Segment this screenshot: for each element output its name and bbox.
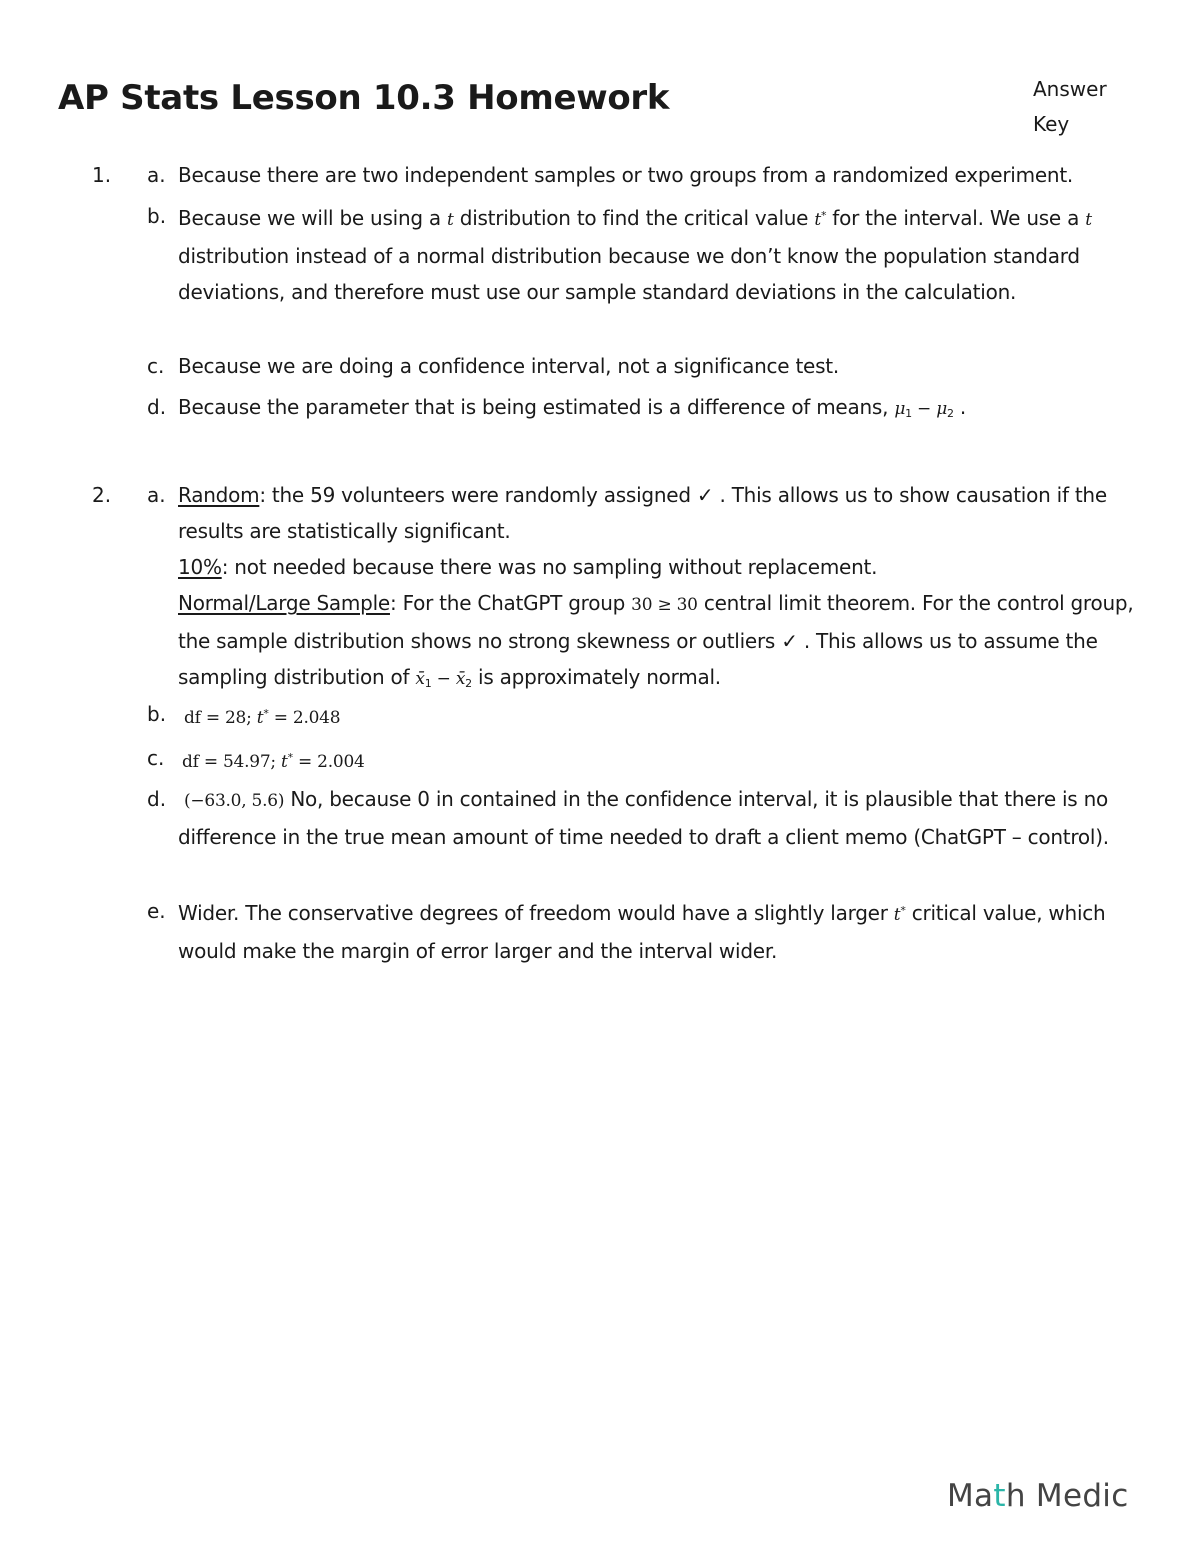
part-text: Because we are doing a confidence interval, not a significance test. bbox=[178, 354, 839, 378]
logo-cross-t: t bbox=[993, 1478, 1006, 1514]
ten-percent-condition: 10%: not needed because there was no sampling without replacement. bbox=[178, 555, 878, 579]
part-text: df = 28; t* = 2.048 bbox=[184, 707, 341, 728]
page-title: AP Stats Lesson 10.3 Homework bbox=[58, 78, 670, 118]
part-text: Because we will be using a t distribution to find the critical value t* for the interval. We use a t distribution instead of a normal distribution because we don’t know the population standard deviations, and therefore must use our sample standard deviations in the calculation. bbox=[178, 206, 1092, 304]
part-text: Because the parameter that is being estimated is a difference of means, $\mu_1 - \mu_2$ . bbox=[178, 395, 966, 420]
part-label: b. bbox=[147, 702, 167, 726]
part-text: df = 54.97; t* = 2.004 bbox=[182, 751, 365, 772]
part-label: b. bbox=[147, 204, 167, 228]
normal-condition: Normal/Large Sample: For the ChatGPT group 30 ≥ 30 central limit theorem. For the control group, the sample distribution shows no strong skewness or outliers ✓ . This allows us to assume the sampling distribution of $x̄_1$ − $x̄_2$ is approximately normal. bbox=[178, 591, 1134, 690]
part-label: c. bbox=[147, 354, 165, 378]
math-medic-logo: Math Medic bbox=[947, 1478, 1129, 1514]
answer-key-label bbox=[1033, 72, 1107, 142]
part-label: c. bbox=[147, 746, 165, 770]
random-condition: Random: the 59 volunteers were randomly assigned ✓ . This allows us to show causation if the results are statistically significant. bbox=[178, 483, 1107, 543]
part-label: d. bbox=[147, 395, 167, 419]
part-text: Because there are two independent samples or two groups from a randomized experiment. bbox=[178, 163, 1074, 187]
question-number: 1. bbox=[92, 163, 112, 187]
part-text: (−63.0, 5.6) No, because 0 in contained in the confidence interval, it is plausible that there is no difference in the true mean amount of time needed to draft a client memo (ChatGPT – control). bbox=[178, 787, 1109, 849]
part-label: a. bbox=[147, 163, 166, 187]
part-label: e. bbox=[147, 899, 166, 923]
part-label: a. bbox=[147, 483, 166, 507]
answer-key-line-2: Key bbox=[1033, 112, 1070, 136]
part-text bbox=[178, 477, 1143, 702]
question-number: 2. bbox=[92, 483, 112, 507]
part-text: Wider. The conservative degrees of freedom would have a slightly larger t* critical value, which would make the margin of error larger and the interval wider. bbox=[178, 901, 1106, 963]
part-label: d. bbox=[147, 787, 167, 811]
answer-key-line-1: Answer bbox=[1033, 77, 1107, 101]
